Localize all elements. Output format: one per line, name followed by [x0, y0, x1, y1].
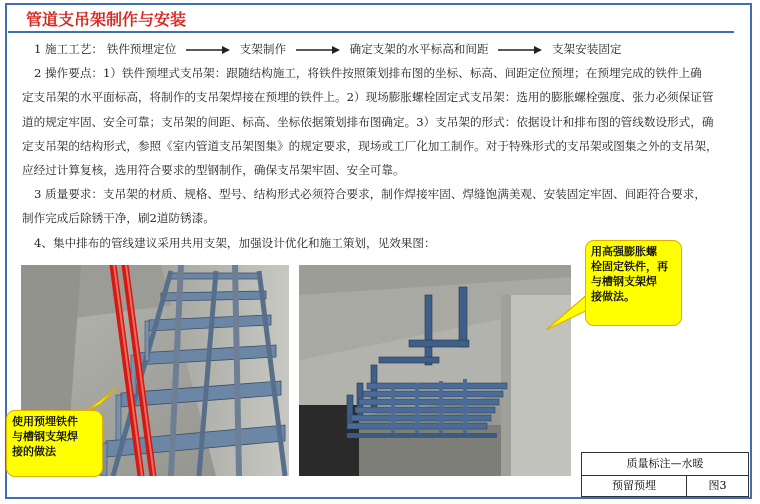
- body-line: 2 操作要点：1）铁件预埋式支吊架：跟随结构施工，将铁件按照策划排布图的坐标、标高、间距定位预埋；在预埋完成的铁件上确: [34, 66, 702, 81]
- callout-line: 接做法。: [591, 290, 635, 303]
- callout-line: 接的做法: [12, 445, 56, 458]
- callout-line: 与槽钢支架焊: [12, 430, 78, 443]
- body-line: 定支吊架的结构形式，参照《室内管道支吊架图集》的规定要求，现场或工厂化加工制作。对于特殊形式的支吊架或图集之外的支吊架，: [22, 138, 718, 153]
- caption-table: [581, 452, 749, 497]
- callout-expansion-bolt: [585, 240, 682, 326]
- callout-line: 与槽钢支架焊: [591, 275, 657, 288]
- page-title: 管道支吊架制作与安装: [26, 10, 187, 29]
- caption-figure-number: 图3: [708, 479, 727, 492]
- process-step-4: 支架安装固定: [551, 42, 622, 56]
- body-line: 4、集中排布的管线建议采用共用支架，加强设计优化和施工策划，见效果图：: [34, 235, 436, 250]
- process-step-1: 铁件预埋定位: [106, 42, 177, 56]
- process-lead: 1 施工工艺：: [34, 42, 104, 56]
- body-line: 定支吊架的水平面标高，将制作的支吊架焊接在预埋的铁件上。2）现场膨胀螺栓固定式支吊架：选用的膨胀螺栓强度、张力必须保证管: [22, 90, 714, 105]
- body-line: 制作完成后除锈干净，刷2道防锈漆。: [22, 211, 215, 226]
- body-line: 3 质量要求：支吊架的材质、规格、型号、结构形式必须符合要求，制作焊接牢固、焊缝饱满美观、安装固定牢固、间距符合要求，: [34, 187, 706, 202]
- body-line: 道的规定牢固、安全可靠；支吊架的间距、标高、坐标依据策划排布图确定。3）支吊架的形式：依据设计和排布图的管线数设形式，确: [22, 114, 714, 129]
- body-line: 应经过计算复核，选用符合要求的型钢制作，确保支吊架牢固、安全可靠。: [22, 162, 405, 177]
- callout-line: 栓固定铁件，再: [591, 260, 668, 273]
- callout-line: 使用预埋铁件: [12, 415, 78, 428]
- callout-embedded-plate: [6, 410, 103, 477]
- caption-name: 预留预埋: [582, 475, 687, 496]
- callout-line: 用高强膨胀螺: [591, 245, 657, 258]
- caption-category: 质量标注—水暖: [582, 453, 748, 476]
- process-step-3: 确定支架的水平标高和间距: [349, 42, 489, 56]
- process-step-2: 支架制作: [239, 42, 287, 56]
